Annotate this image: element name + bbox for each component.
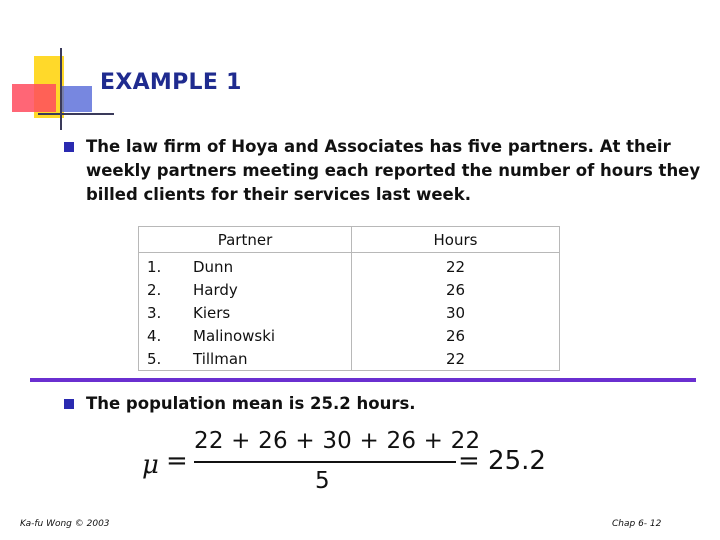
bullet-text-1: The law firm of Hoya and Associates has five partners. At their weekly partners meeting each reported the number of hours they billed clients for their services last week. bbox=[86, 137, 701, 204]
partner-name: Tillman bbox=[187, 347, 352, 371]
formula-numerator: 22 + 26 + 30 + 26 + 22 bbox=[194, 428, 481, 454]
table-header-row bbox=[139, 227, 560, 253]
partner-hours: 30 bbox=[445, 303, 466, 322]
partner-hours: 26 bbox=[445, 280, 466, 299]
mu-symbol: μ bbox=[142, 450, 159, 480]
row-number: 4. bbox=[147, 326, 162, 345]
bullet-text-2: The population mean is 25.2 hours. bbox=[86, 394, 416, 413]
partner-name: Kiers bbox=[187, 301, 352, 324]
footer-author: Ka-fu Wong © 2003 bbox=[20, 519, 110, 529]
row-number: 3. bbox=[147, 303, 162, 322]
partner-hours: 22 bbox=[445, 349, 466, 368]
header-hours: Hours bbox=[352, 227, 560, 253]
bullet-square-icon bbox=[64, 399, 74, 409]
table-row bbox=[139, 278, 560, 301]
table-row bbox=[139, 347, 560, 371]
fraction-bar bbox=[194, 461, 456, 463]
divider-rule bbox=[30, 378, 696, 382]
footer-page: Chap 6- 12 bbox=[612, 519, 662, 529]
partner-name: Hardy bbox=[187, 278, 352, 301]
equals-sign: = bbox=[166, 446, 188, 476]
logo-vertical-line bbox=[60, 48, 62, 130]
partner-name: Malinowski bbox=[187, 324, 352, 347]
partner-hours: 26 bbox=[445, 326, 466, 345]
formula-denominator: 5 bbox=[315, 468, 330, 494]
table-row bbox=[139, 253, 560, 279]
partner-name: Dunn bbox=[187, 253, 352, 279]
table-row bbox=[139, 301, 560, 324]
formula-result: = 25.2 bbox=[458, 446, 546, 476]
row-number: 2. bbox=[147, 280, 162, 299]
table-row bbox=[139, 324, 560, 347]
logo-red-square bbox=[12, 84, 56, 112]
row-number: 1. bbox=[147, 257, 162, 276]
logo-blue-square bbox=[62, 86, 92, 112]
row-number: 5. bbox=[147, 349, 162, 368]
mean-formula bbox=[142, 426, 562, 496]
header-partner: Partner bbox=[139, 227, 352, 253]
partner-hours: 22 bbox=[445, 257, 466, 276]
slide-title: EXAMPLE 1 bbox=[100, 70, 242, 95]
bullet-square-icon bbox=[64, 142, 74, 152]
partner-hours-table bbox=[138, 226, 560, 371]
logo-horizontal-line bbox=[38, 113, 114, 115]
